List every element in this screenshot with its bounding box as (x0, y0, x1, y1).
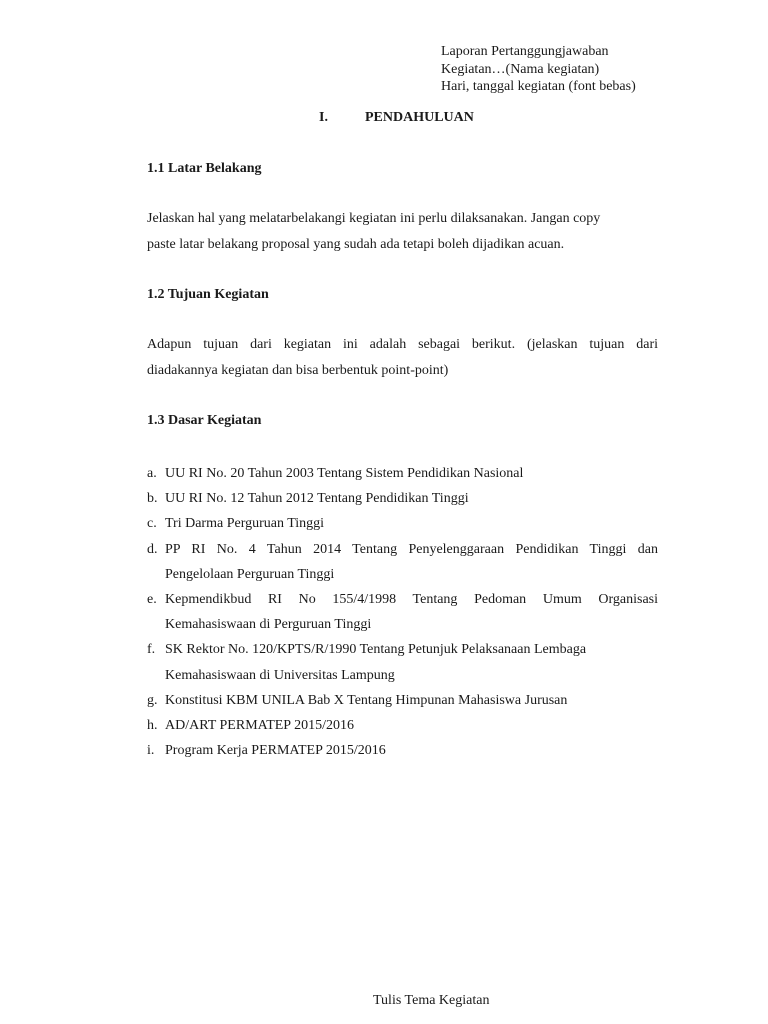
list-marker: e. (147, 592, 157, 608)
list-item (147, 537, 658, 587)
paragraph-line: Jelaskan hal yang melatarbelakangi kegiatan ini perlu dilaksanakan. Jangan copy (147, 211, 601, 226)
section-heading-dasar-kegiatan: 1.3 Dasar Kegiatan (147, 413, 262, 428)
list-item-text: SK Rektor No. 120/KPTS/R/1990 Tentang Petunjuk Pelaksanaan Lembaga (165, 642, 587, 658)
list-item (147, 461, 658, 486)
section-heading-tujuan-kegiatan: 1.2 Tujuan Kegiatan (147, 287, 269, 302)
list-item (147, 738, 658, 763)
chapter-title (319, 110, 474, 126)
list-item (147, 511, 658, 536)
list-marker: d. (147, 541, 158, 557)
footer-theme-text: Tulis Tema Kegiatan (373, 993, 490, 1008)
paragraph-line: paste latar belakang proposal yang sudah ada tetapi boleh dijadikan acuan. (147, 237, 565, 252)
list-item-text: UU RI No. 12 Tahun 2012 Tentang Pendidikan Tinggi (165, 491, 469, 507)
paragraph-line: diadakannya kegiatan dan bisa berbentuk point-point) (147, 363, 449, 378)
list-marker: i. (147, 743, 155, 759)
paragraph-latar-belakang (147, 206, 658, 258)
list-item-text: AD/ART PERMATEP 2015/2016 (165, 718, 354, 734)
list-item (147, 637, 658, 687)
list-item (147, 713, 658, 738)
header-line-activity-date: Hari, tanggal kegiatan (font bebas) (441, 79, 636, 94)
list-item-text: Kemahasiswaan di Perguruan Tinggi (165, 617, 372, 633)
section-heading-latar-belakang: 1.1 Latar Belakang (147, 161, 262, 176)
paragraph-tujuan-kegiatan (147, 332, 658, 384)
list-marker: a. (147, 466, 157, 481)
list-item (147, 688, 658, 713)
report-header (441, 43, 636, 96)
list-item-text: Program Kerja PERMATEP 2015/2016 (165, 743, 386, 759)
list-marker: b. (147, 491, 158, 507)
list-item-text: Tri Darma Perguruan Tinggi (165, 516, 325, 532)
list-item-text: PP RI No. 4 Tahun 2014 Tentang Penyelenggaraan Pendidikan Tinggi dan (165, 541, 658, 557)
list-marker: g. (147, 692, 158, 708)
chapter-number: I. (319, 110, 328, 125)
list-item-text: Konstitusi KBM UNILA Bab X Tentang Himpunan Mahasiswa Jurusan (165, 692, 568, 708)
list-marker: h. (147, 718, 158, 734)
chapter-heading: PENDAHULUAN (365, 110, 474, 125)
list-item (147, 587, 658, 637)
list-marker: f. (147, 642, 156, 658)
legal-basis-list (147, 461, 658, 763)
header-line-activity-name: Kegiatan…(Nama kegiatan) (441, 61, 600, 77)
list-item-text: Kepmendikbud RI No 155/4/1998 Tentang Pedoman Umum Organisasi (165, 592, 658, 608)
list-marker: c. (147, 516, 157, 532)
paragraph-line: Adapun tujuan dari kegiatan ini adalah sebagai berikut. (jelaskan tujuan dari (147, 337, 658, 352)
header-line-report-title: Laporan Pertanggungjawaban (441, 44, 609, 59)
list-item-text: Pengelolaan Perguruan Tinggi (165, 566, 335, 582)
list-item (147, 486, 658, 511)
list-item-text: UU RI No. 20 Tahun 2003 Tentang Sistem Pendidikan Nasional (165, 466, 524, 481)
list-item-text: Kemahasiswaan di Universitas Lampung (165, 667, 395, 683)
